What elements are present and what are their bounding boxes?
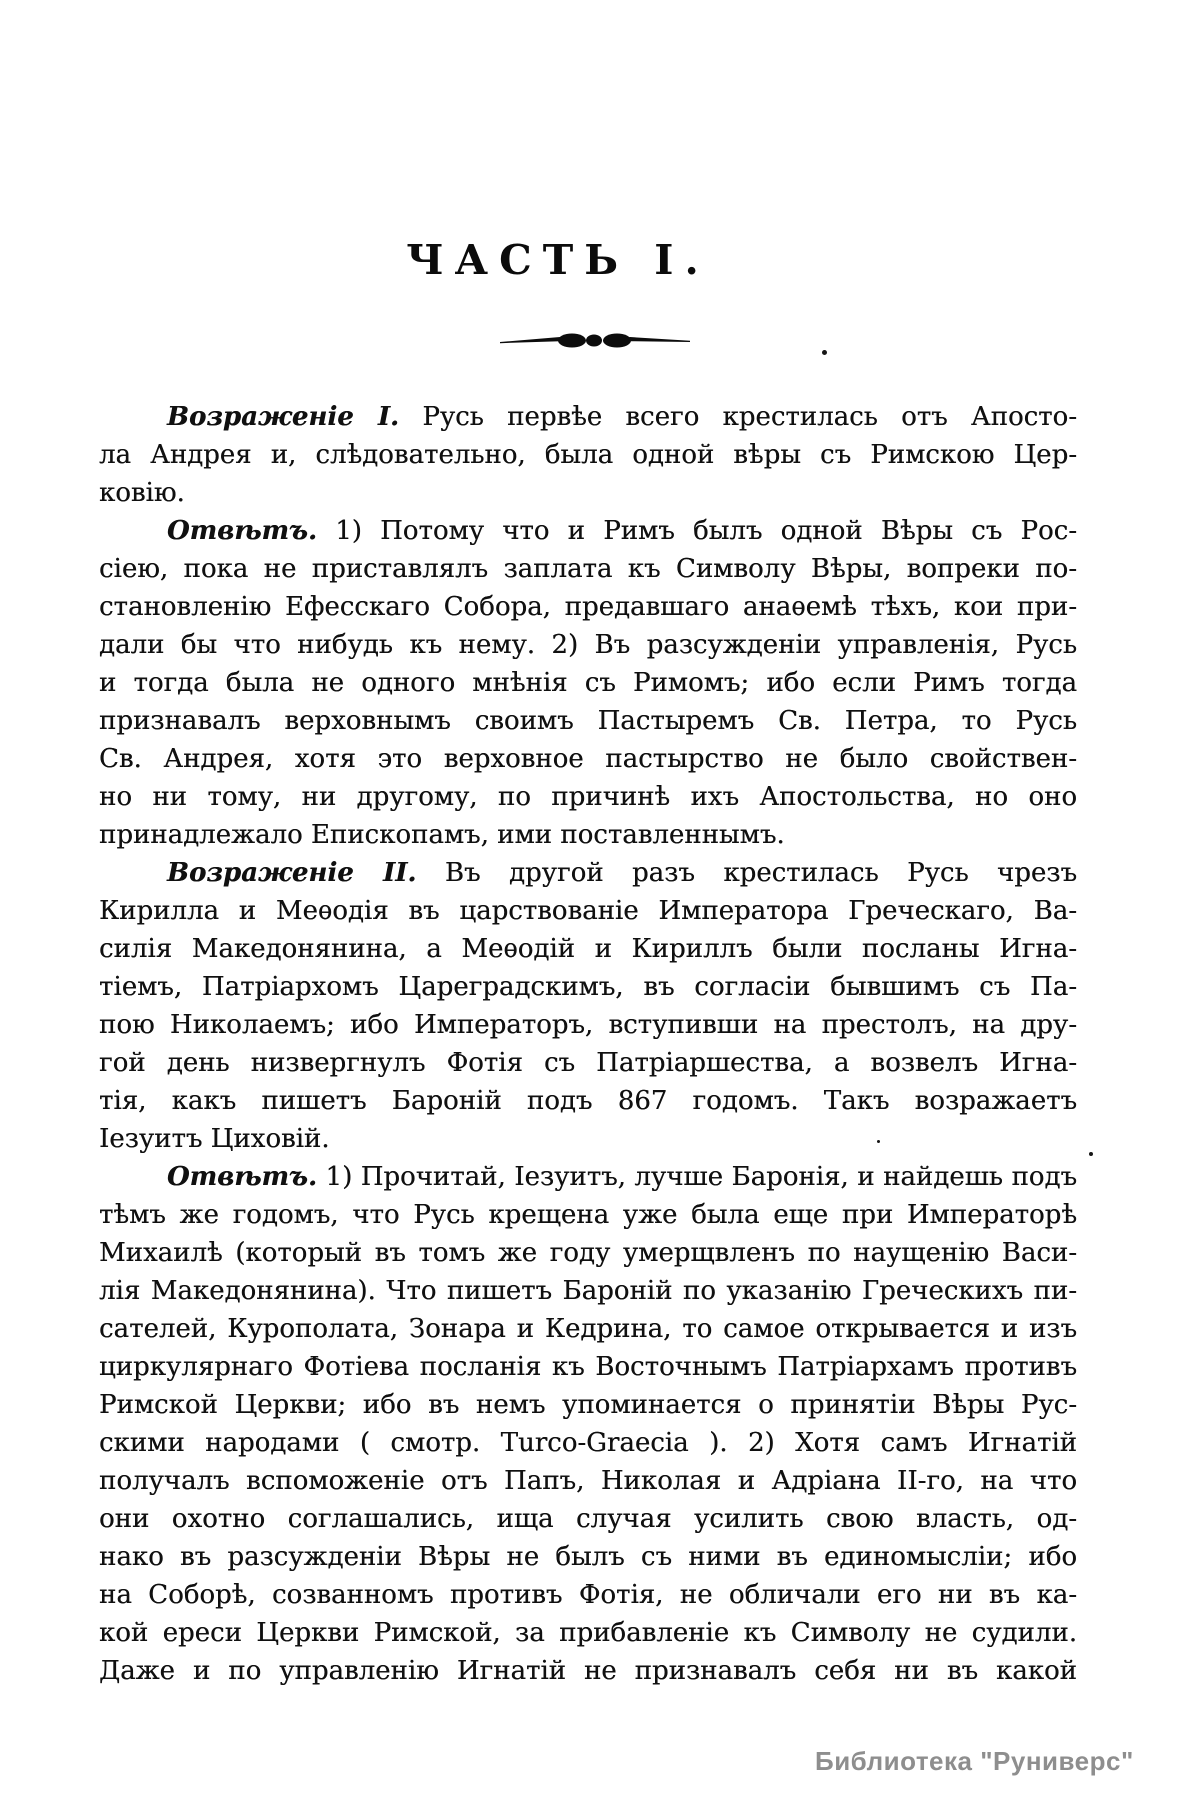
scan-speck (822, 350, 827, 355)
text-line (99, 854, 1077, 892)
text-line: лія Македонянина). Что пишетъ Бароній по указанію Греческихъ пи- (99, 1276, 1077, 1306)
text-line: сіею, пока не приставлялъ заплата къ Символу Вѣры, вопреки по- (99, 554, 1077, 584)
text-line: Іезуитъ Циховій. (99, 1124, 330, 1154)
text-line: и тогда была не одного мнѣнія съ Римомъ; ибо если Римъ тогда (99, 668, 1077, 698)
scan-speck (1089, 1152, 1093, 1156)
text-line: они охотно соглашались, ища случая усилить свою власть, од- (99, 1504, 1077, 1534)
text-line: тіемъ, Патріархомъ Цареградскимъ, въ согласіи бывшимъ съ Па- (99, 972, 1077, 1002)
text-line: но ни тому, ни другому, по причинѣ ихъ Апостольства, но оно (99, 782, 1077, 812)
paragraph-lead: Отвѣтъ. (167, 1162, 317, 1192)
text-line: дали бы что нибудь къ нему. 2) Въ разсужденіи управленія, Русь (99, 630, 1077, 660)
body-text (99, 398, 1077, 1690)
text-line: становленію Ефесскаго Собора, предавшаго анаѳемѣ тѣхъ, кои при- (99, 592, 1077, 622)
text-line: скими народами ( смотр. Turco-Graecia ). 2) Хотя самъ Игнатій (99, 1428, 1077, 1458)
library-watermark: Библиотека "Руниверс" (815, 1746, 1134, 1776)
text-line: сателей, Курополата, Зонара и Кедрина, то самое открывается и изъ (99, 1314, 1077, 1344)
page-title: ЧАСТЬ I. (406, 236, 710, 284)
text-line (99, 1158, 1077, 1196)
text-line: Михаилѣ (который въ томъ же году умерщвленъ по наущенію Васи- (99, 1238, 1077, 1268)
text-line: получалъ вспоможеніе отъ Папъ, Николая и Адріана II-го, на что (99, 1466, 1077, 1496)
text-line: нако въ разсужденіи Вѣры не былъ съ ними въ единомысліи; ибо (99, 1542, 1077, 1572)
text-line: Даже и по управленію Игнатій не признавалъ себя ни въ какой (99, 1656, 1077, 1686)
text-line: тѣмъ же годомъ, что Русь крещена уже была еще при Императорѣ (99, 1200, 1077, 1230)
text-run: Русь первѣе всего крестилась отъ Апосто- (422, 402, 1077, 432)
divider-rule-icon (500, 332, 690, 348)
text-line (99, 512, 1077, 550)
text-line: ковію. (99, 478, 185, 508)
paragraph-lead: Возраженіе I. (167, 402, 400, 432)
text-line: ла Андрея и, слѣдовательно, была одной вѣры съ Римскою Цер- (99, 440, 1077, 470)
text-line: Кирилла и Меѳодія въ царствованіе Императора Греческаго, Ва- (99, 896, 1077, 926)
text-line: принадлежало Епископамъ, ими поставленнымъ. (99, 820, 785, 850)
text-line: тія, какъ пишетъ Бароній подъ 867 годомъ. Такъ возражаетъ (99, 1086, 1077, 1116)
text-run: Въ другой разъ крестилась Русь чрезъ (444, 858, 1077, 888)
paragraph-lead: Отвѣтъ. (167, 516, 317, 546)
paragraph (99, 1158, 1077, 1690)
text-line: Римской Церкви; ибо въ немъ упоминается о принятіи Вѣры Рус- (99, 1390, 1077, 1420)
paragraph (99, 854, 1077, 1158)
ornamental-divider (500, 332, 690, 348)
text-line: силія Македонянина, а Меѳодій и Кириллъ были посланы Игна- (99, 934, 1077, 964)
paragraph (99, 398, 1077, 512)
text-line: кой ереси Церкви Римской, за прибавленіе къ Символу не судили. (99, 1618, 1077, 1648)
text-run: 1) Потому что и Римъ былъ одной Вѣры съ Рос- (335, 516, 1077, 546)
text-line: признавалъ верховнымъ своимъ Пастыремъ Св. Петра, то Русь (99, 706, 1077, 736)
text-line: гой день низвергнулъ Фотія съ Патріаршества, а возвелъ Игна- (99, 1048, 1077, 1078)
text-line: циркулярнаго Фотіева посланія къ Восточнымъ Патріархамъ противъ (99, 1352, 1077, 1382)
text-line: на Соборѣ, созванномъ противъ Фотія, не обличали его ни въ ка- (99, 1580, 1077, 1610)
text-line: Св. Андрея, хотя это верховное пастырство не было свойствен- (99, 744, 1077, 774)
text-line: пою Николаемъ; ибо Императоръ, вступивши на престолъ, на дру- (99, 1010, 1077, 1040)
paragraph-lead: Возраженіе II. (167, 858, 417, 888)
paragraph (99, 512, 1077, 854)
text-run: 1) Прочитай, Іезуитъ, лучше Баронія, и найдешь подъ (325, 1162, 1077, 1192)
text-line (99, 398, 1077, 436)
